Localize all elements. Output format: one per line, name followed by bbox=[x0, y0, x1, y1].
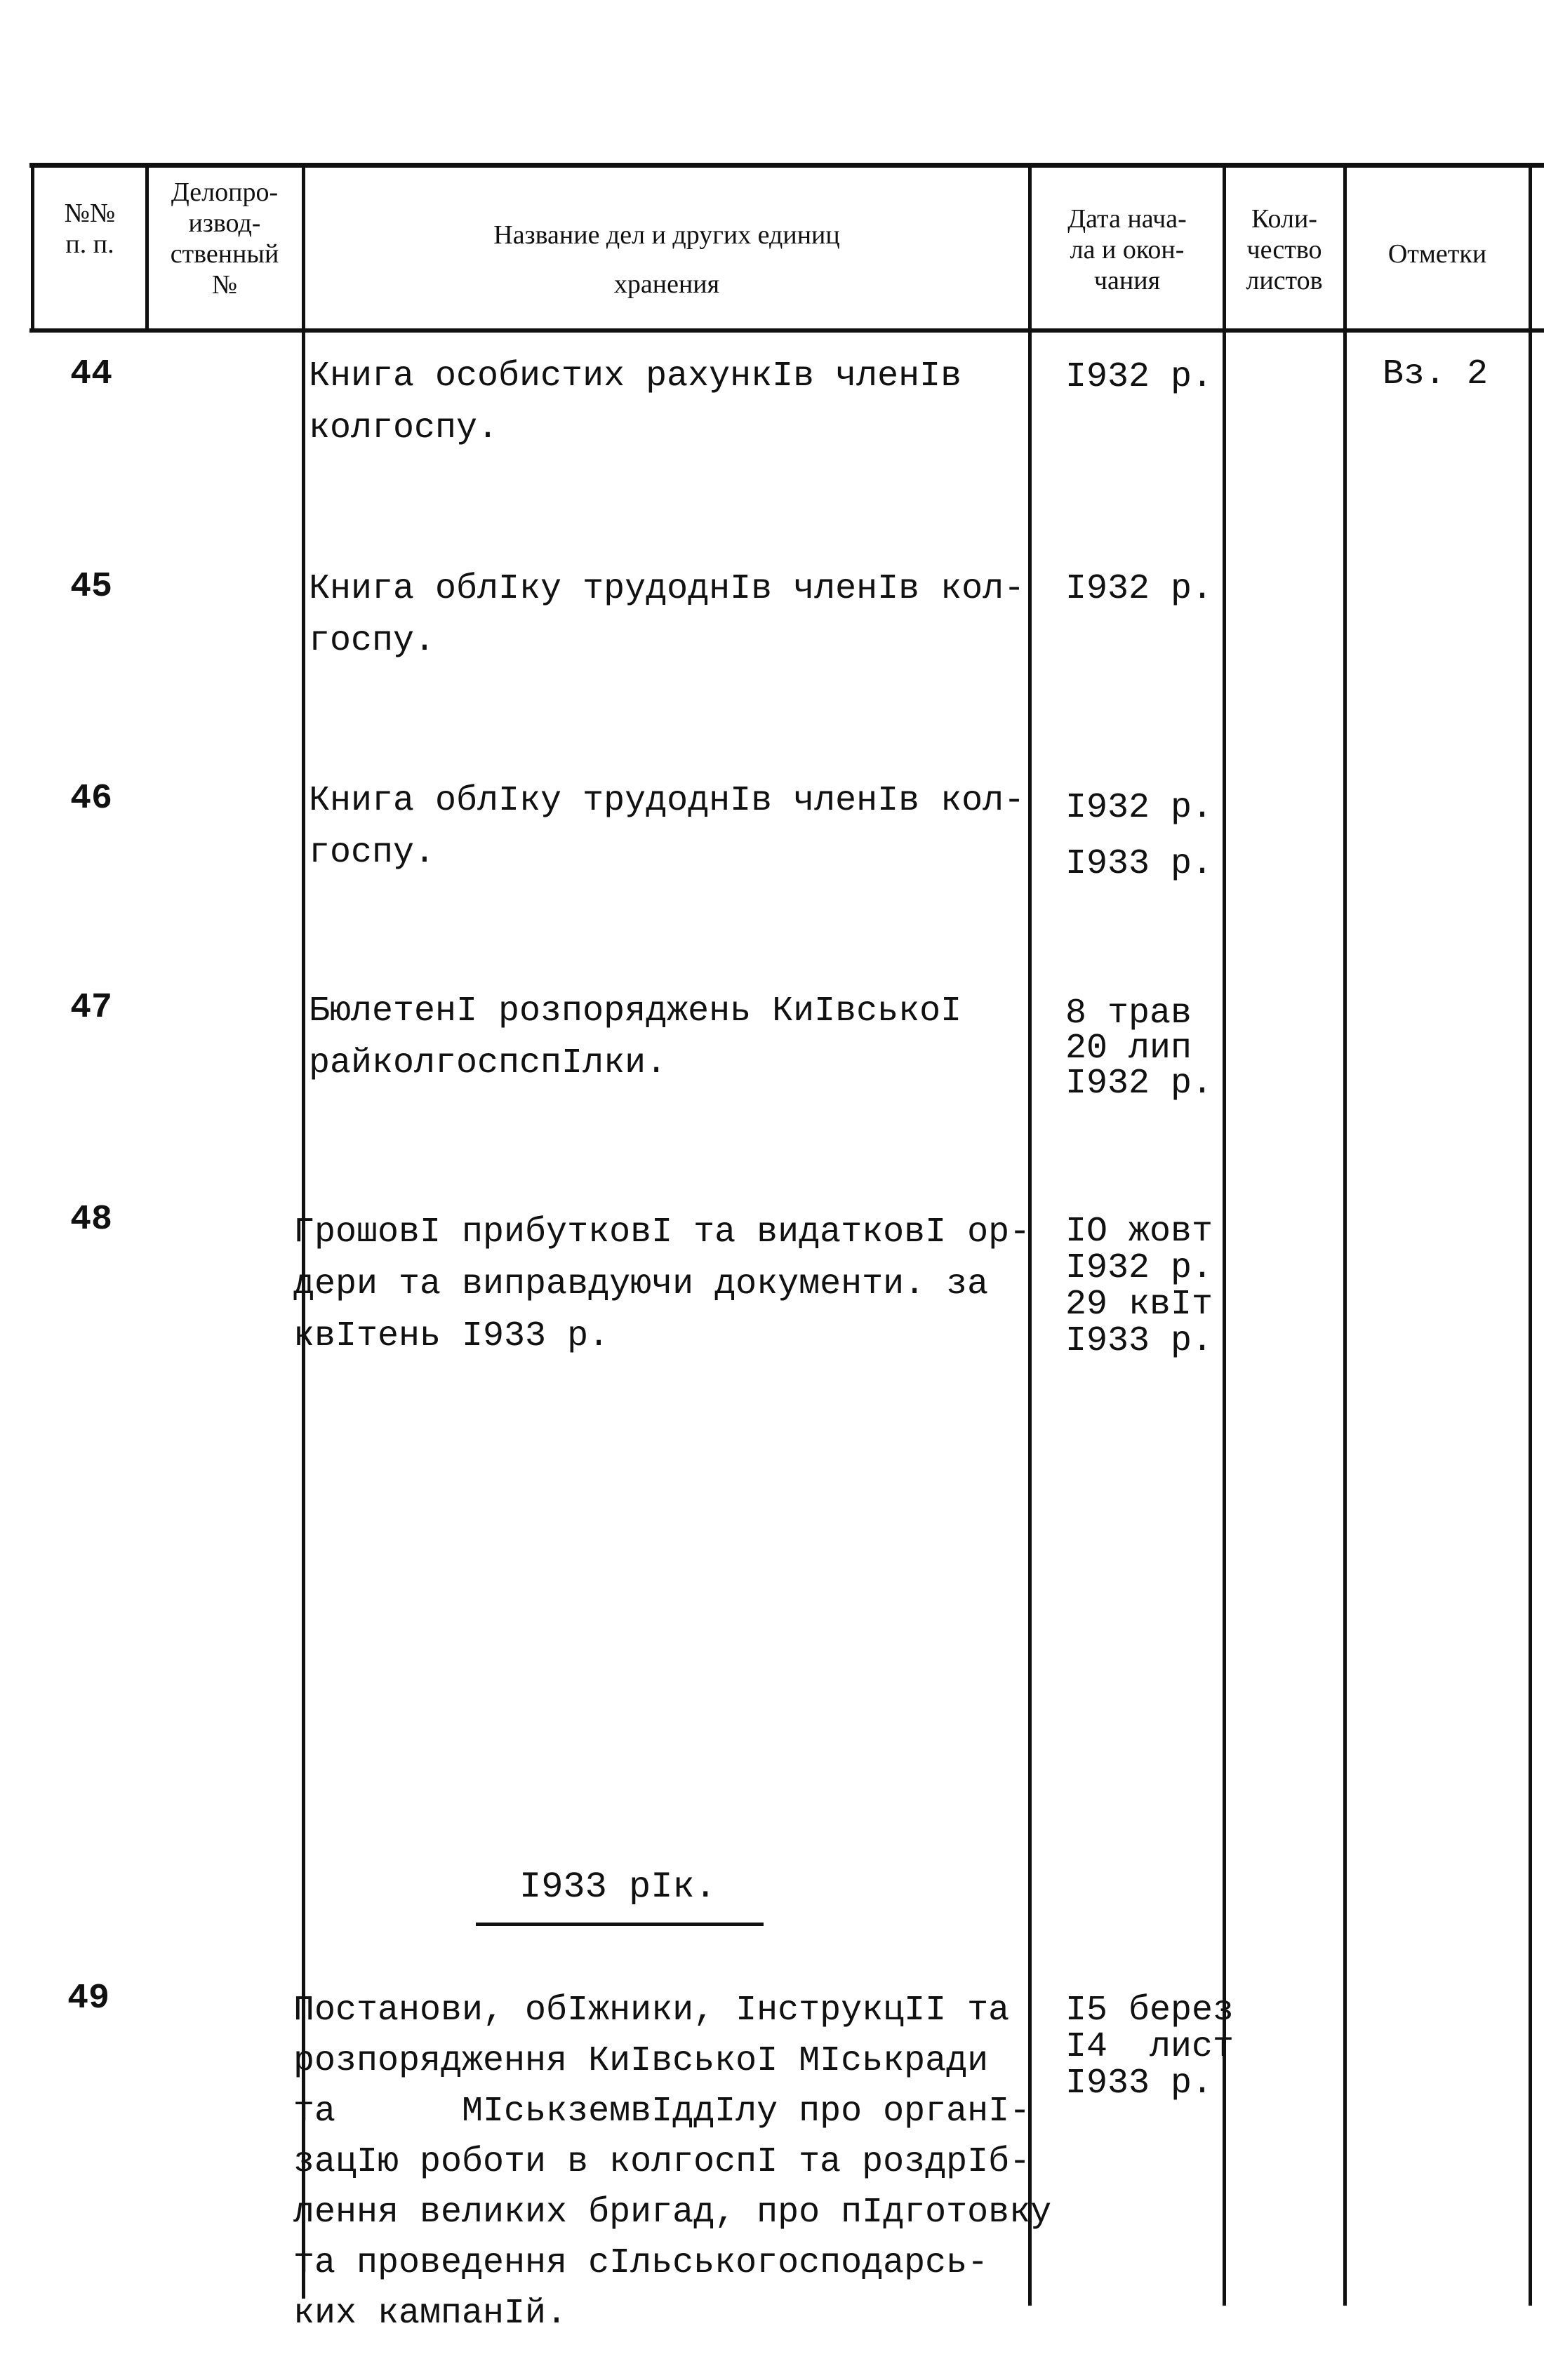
row-46-title: Книга облIку трудоднIв членIв кол- госпу. bbox=[309, 781, 1025, 873]
row-47-title: БюлетенI розпоряджень КиIвськоI райколгоспспIлки. bbox=[309, 991, 962, 1083]
col-line-4 bbox=[1223, 166, 1226, 2306]
top-rule bbox=[29, 163, 1544, 168]
row-45-number: 45 bbox=[70, 567, 113, 607]
section-year-underline bbox=[476, 1923, 764, 1926]
header-bottom-rule bbox=[29, 328, 1544, 333]
row-48-dates: IO жовт I932 р. 29 квIт I933 р. bbox=[1065, 1212, 1213, 1361]
row-49-number: 49 bbox=[67, 1979, 110, 2019]
header-col-office: Делопро- извод- ственный № bbox=[170, 178, 279, 300]
section-year-heading: I933 рIк. bbox=[519, 1866, 717, 1908]
header-col-num: №№ п. п. bbox=[64, 199, 116, 259]
row-49-title: Постанови, обIжники, IнструкцII та розпорядження КиIвськоI МIськради та МIськземвIддIлу про органI- зацIю роботи в колгоспI та роздрIб- лення великих бригад, про пIдготовку та проведення сIльськогосподарсь- ких кампанIй. bbox=[293, 1991, 1052, 2334]
row-45-title: Книга облIку трудоднIв членIв кол- госпу. bbox=[309, 569, 1025, 661]
row-47-dates: 8 трав 20 лип I932 р. bbox=[1065, 994, 1213, 1104]
row-46-number: 46 bbox=[70, 779, 113, 819]
row-44-note: Вз. 2 bbox=[1383, 354, 1489, 394]
col-line-left bbox=[31, 166, 34, 330]
row-48-title: ГрошовI прибутковI та видатковI ор- дери та виправдуючи документи. за квIтень I933 р. bbox=[293, 1212, 1031, 1356]
row-46-dates: I932 р. I933 р. bbox=[1065, 788, 1213, 884]
row-45-dates: I932 р. bbox=[1065, 569, 1213, 609]
row-49-dates: I5 берез I4 лист I933 р. bbox=[1065, 1991, 1234, 2104]
row-44-title: Книга особистих рахункIв членIв колгоспу. bbox=[309, 356, 962, 448]
header-col-title: Название дел и других единиц хранения bbox=[493, 220, 840, 299]
header-col-dates: Дата нача- ла и окон- чания bbox=[1067, 204, 1187, 295]
row-47-number: 47 bbox=[70, 988, 113, 1028]
col-line-5 bbox=[1343, 166, 1347, 2306]
header-col-notes: Отметки bbox=[1387, 239, 1487, 269]
row-44-dates: I932 р. bbox=[1065, 357, 1213, 397]
row-48-number: 48 bbox=[70, 1200, 113, 1240]
row-44-number: 44 bbox=[70, 354, 113, 394]
col-line-right bbox=[1529, 166, 1532, 2306]
header-col-count: Коли- чество листов bbox=[1246, 204, 1323, 295]
